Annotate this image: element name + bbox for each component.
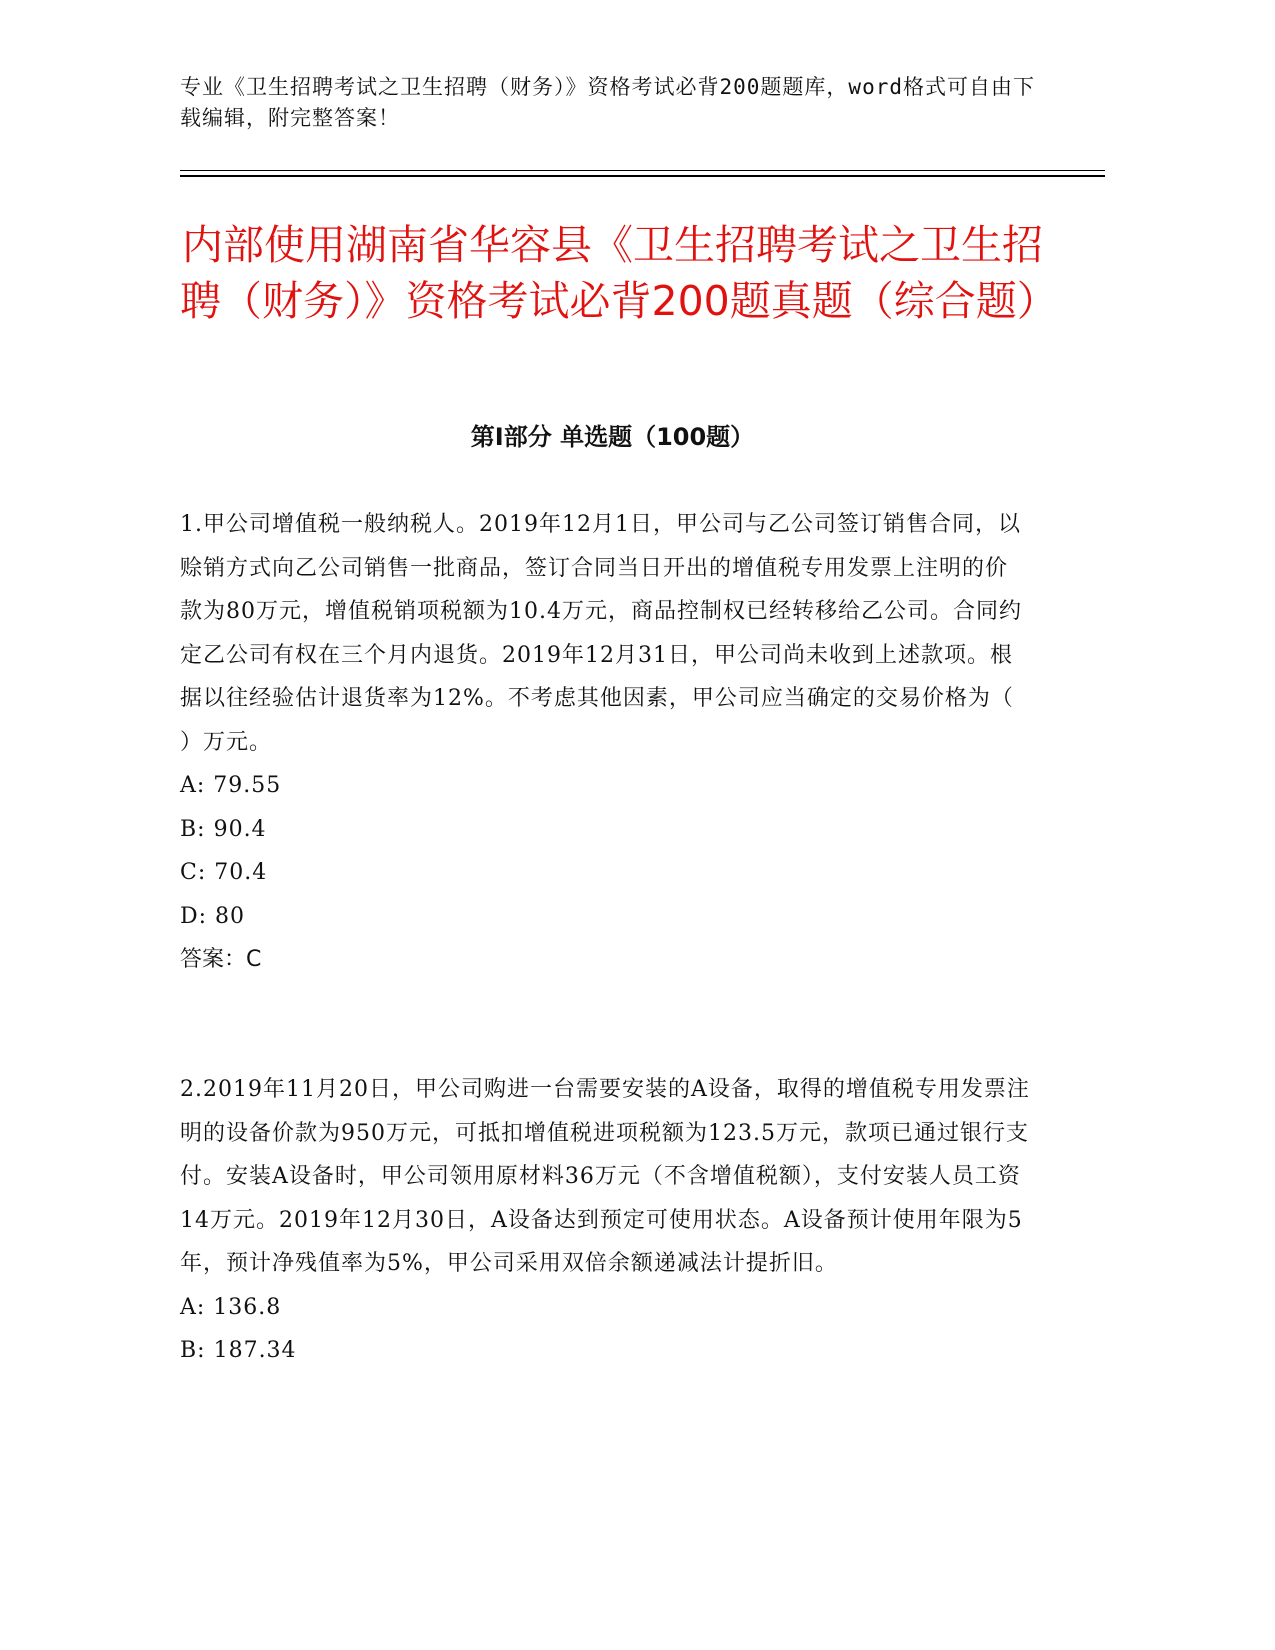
answer: 答案：C xyxy=(180,947,262,972)
question-text: 1.甲公司增值税一般纳税人。2019年12月1日，甲公司与乙公司签订销售合同，以赊销方式向乙公司销售一批商品，签订合同当日开出的增值税专用发票上注明的价款为80万元，增值税销项税额为10.4万元，商品控制权已经转移给乙公司。合同约定乙公司有权在三个月内退货。2019年12月31日，甲公司尚未收到上述款项。根据以往经验估计退货率为12%。不考虑其他因素，甲公司应当确定的交易价格为（ ）万元。 xyxy=(180,512,1022,755)
option-b: B: 187.34 xyxy=(180,1338,297,1363)
header-divider-thick xyxy=(180,175,1105,177)
option-a: A: 136.8 xyxy=(180,1294,282,1320)
header-divider-thin xyxy=(180,170,1105,171)
option-c: C: 70.4 xyxy=(180,860,268,885)
document-title: 内部使用湖南省华容县《卫生招聘考试之卫生招聘（财务）》资格考试必背200题真题（综合题） xyxy=(180,221,1058,325)
option-a: A: 79.55 xyxy=(180,773,282,798)
question-text: 2.2019年11月20日，甲公司购进一台需要安装的A设备，取得的增值税专用发票注明的设备价款为950万元，可抵扣增值税进项税额为123.5万元，款项已通过银行支付。安装A设备时，甲公司领用原材料36万元（不含增值税额），支付安装人员工资14万元。2019年12月30日，A设备达到预定可使用状态。A设备预计使用年限为5年，预计净残值率为5%，甲公司采用双倍余额递减法计提折旧。 xyxy=(180,1077,1030,1276)
header-note: 专业《卫生招聘考试之卫生招聘（财务）》资格考试必背200题题库，word格式可自由下载编辑，附完整答案！ xyxy=(180,75,1035,130)
option-b: B: 90.4 xyxy=(180,816,267,842)
question-2 xyxy=(180,1068,1030,1373)
question-1 xyxy=(180,503,1030,982)
section-heading: 第I部分 单选题（100题） xyxy=(470,423,755,451)
option-d: D: 80 xyxy=(180,903,246,929)
